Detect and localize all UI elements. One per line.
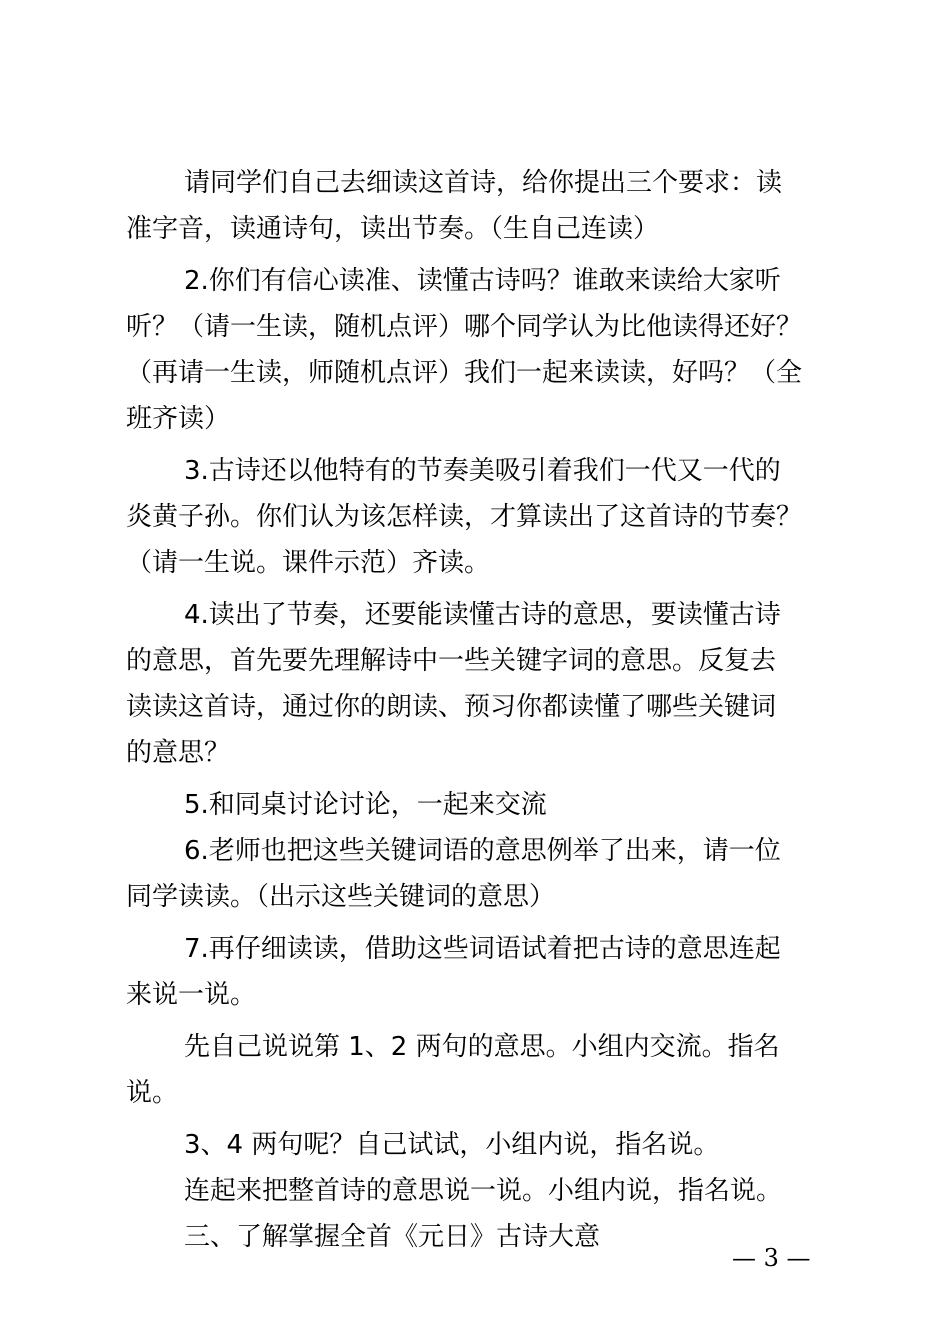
text-line: （再请一生读，师随机点评）我们一起来读读，好吗？（全 (126, 358, 803, 388)
section-heading: 三、了解掌握全首《元日》古诗大意 (184, 1222, 601, 1252)
section-heading-three (126, 1214, 826, 1260)
paragraph-reading-requirements (126, 160, 826, 252)
paragraph-lines-3-4 (126, 1122, 826, 1168)
paragraph-step-2 (126, 258, 826, 442)
text-line: 听？（请一生读，随机点评）哪个同学认为比他读得还好？ (126, 312, 803, 342)
document-body (126, 160, 826, 1260)
text-line: 读读这首诗，通过你的朗读、预习你都读懂了哪些关键词 (126, 692, 777, 722)
text-line: 4.读出了节奏，还要能读懂古诗的意思，要读懂古诗 (184, 600, 781, 630)
text-line: 同学读读。（出示这些关键词的意思） (126, 882, 556, 912)
text-line: 7.再仔细读读，借助这些词语试着把古诗的意思连起 (184, 934, 781, 964)
text-line: 先自己说说第 1、2 两句的意思。小组内交流。指名 (184, 1032, 780, 1062)
paragraph-step-5 (126, 782, 826, 828)
paragraph-step-3 (126, 448, 826, 586)
text-line: 准字音，读通诗句，读出节奏。（生自己连读） (126, 214, 660, 244)
paragraph-step-4 (126, 592, 826, 776)
text-line: 说。 (126, 1078, 179, 1108)
text-line: 来说一说。 (126, 980, 257, 1010)
paragraph-whole-poem (126, 1168, 826, 1214)
text-line: 3、4 两句呢？自己试试，小组内说，指名说。 (184, 1130, 720, 1160)
paragraph-lines-1-2 (126, 1024, 826, 1116)
text-line: 3.古诗还以他特有的节奏美吸引着我们一代又一代的 (184, 456, 781, 486)
text-line: 2.你们有信心读准、读懂古诗吗？谁敢来读给大家听 (184, 266, 781, 296)
text-line: 6.老师也把这些关键词语的意思例举了出来，请一位 (184, 836, 781, 866)
text-line: 的意思？ (126, 738, 231, 768)
text-line: 5.和同桌讨论讨论，一起来交流 (184, 790, 547, 820)
paragraph-step-7 (126, 926, 826, 1018)
text-line: 的意思，首先要先理解诗中一些关键字词的意思。反复去 (126, 646, 777, 676)
text-line: 班齐读） (126, 404, 231, 434)
text-line: 连起来把整首诗的意思说一说。小组内说，指名说。 (184, 1176, 783, 1206)
text-line: 请同学们自己去细读这首诗，给你提出三个要求：读 (184, 168, 783, 198)
text-line: （请一生说。课件示范）齐读。 (126, 548, 491, 578)
page-number: — 3 — (732, 1244, 811, 1272)
text-line: 炎黄子孙。你们认为该怎样读，才算读出了这首诗的节奏？ (126, 502, 803, 532)
paragraph-step-6 (126, 828, 826, 920)
